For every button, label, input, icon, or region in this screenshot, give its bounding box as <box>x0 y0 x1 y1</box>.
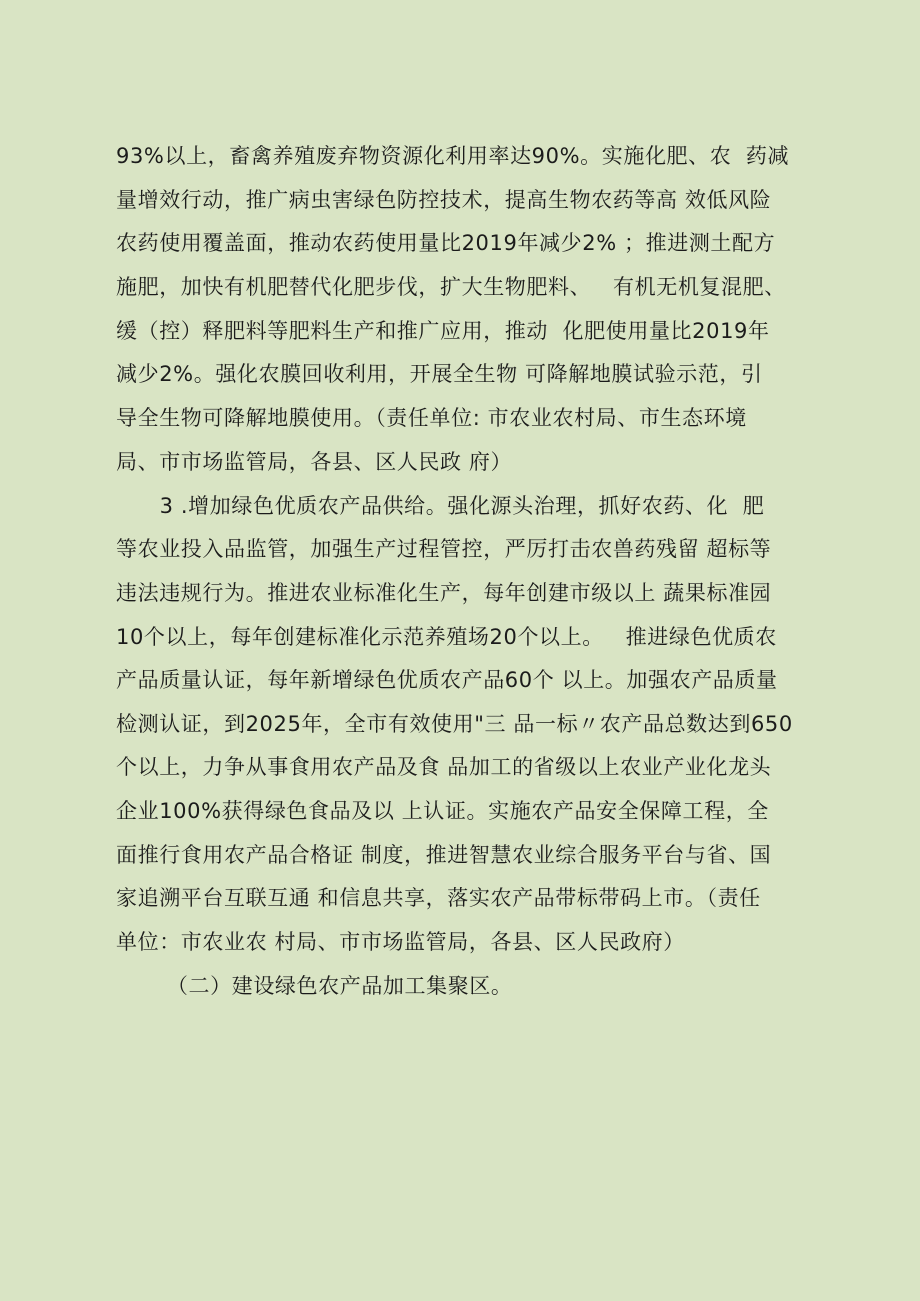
text-line: 检测认证，到2025年，全市有效使用"三 品一标〃农产品总数达到650 <box>116 712 793 736</box>
text-line: 等农业投入品监管，加强生产过程管控，严厉打击农兽药残留 超标等 <box>116 537 772 561</box>
text-line: 减少2%。强化农膜回收利用，开展全生物 可降解地膜试验示范，引 <box>116 362 763 386</box>
text-line: 企业100%获得绿色食品及以 上认证。实施农产品安全保障工程，全 <box>116 799 769 823</box>
text-line: 单位：市农业农 村局、市市场监管局，各县、区人民政府） <box>116 930 685 954</box>
text-line: 缓（控）释肥料等肥料生产和推广应用，推动 化肥使用量比2019年 <box>116 319 770 343</box>
subsection-heading: （二）建设绿色农产品加工集聚区。 <box>116 974 513 998</box>
text-line: 施肥，加快有机肥替代化肥步伐，扩大生物肥料、 有机无机复混肥、 <box>116 275 786 299</box>
text-line: 93%以上，畜禽养殖废弃物资源化利用率达90%。实施化肥、农 药减 <box>116 144 790 168</box>
text-line: 量增效行动，推广病虫害绿色防控技术，提高生物农药等高 效低风险 <box>116 188 772 212</box>
text-line: 10个以上，每年创建标准化示范养殖场20个以上。 推进绿色优质农 <box>116 625 777 649</box>
text-line: 家追溯平台互联互通 和信息共享，落实农产品带标带码上市。（责任 <box>116 886 761 910</box>
text-line: 产品质量认证，每年新增绿色优质农产品60个 以上。加强农产品质量 <box>116 668 778 692</box>
text-line: 违法违规行为。推进农业标准化生产，每年创建市级以上 蔬果标准园 <box>116 581 772 605</box>
section-heading: 3 .增加绿色优质农产品供给。强化源头治理，抓好农药、化 肥 <box>116 494 765 518</box>
text-line: 农药使用覆盖面，推动农药使用量比2019年减少2% ；推进测土配方 <box>116 231 776 255</box>
text-line: 面推行食用农产品合格证 制度，推进智慧农业综合服务平台与省、国 <box>116 843 772 867</box>
text-line: 导全生物可降解地膜使用。（责任单位: 市农业农村局、市生态环境 <box>116 406 747 430</box>
text-line: 个以上，力争从事食用农产品及食 品加工的省级以上农业产业化龙头 <box>116 755 772 779</box>
text-line: 局、市市场监管局，各县、区人民政 府） <box>116 450 513 474</box>
